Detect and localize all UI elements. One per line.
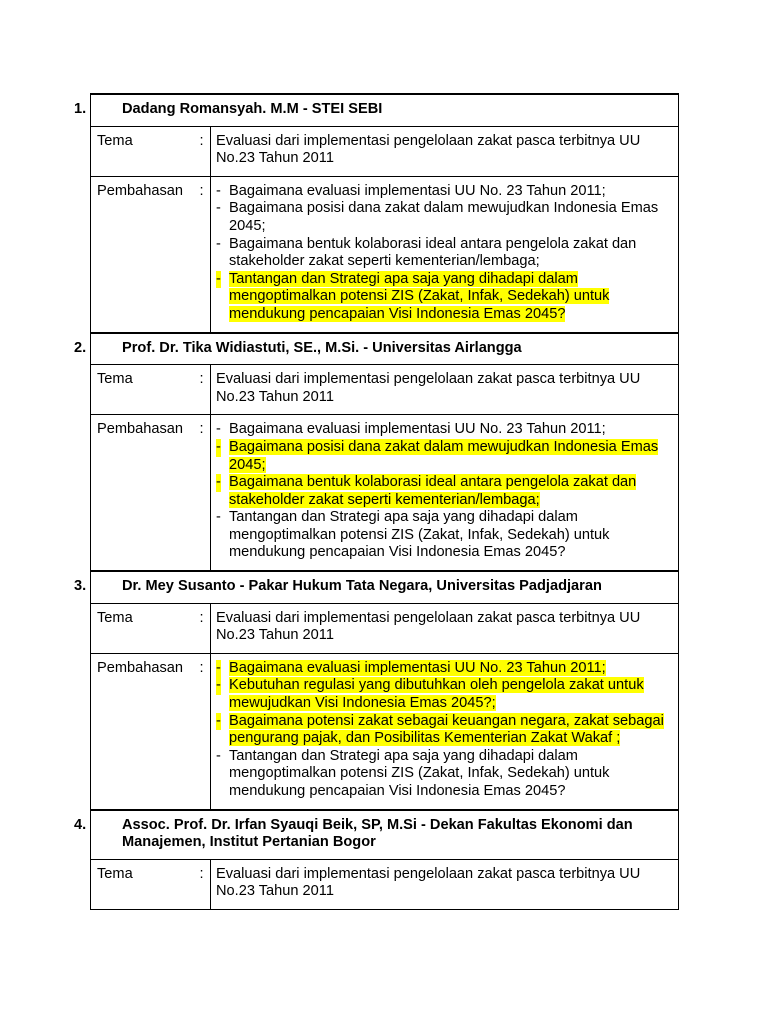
section-heading-row <box>91 94 679 126</box>
colon-mark: : <box>198 859 211 909</box>
section-heading <box>74 571 679 603</box>
list-dash: - <box>216 421 221 438</box>
list-item <box>216 748 672 801</box>
list-item-text: Bagaimana evaluasi implementasi UU No. 23 Tahun 2011; <box>229 421 606 438</box>
colon-mark: : <box>198 415 211 571</box>
heading-number: 1. <box>74 101 87 117</box>
list-dash: - <box>216 747 221 764</box>
tema-text: Evaluasi dari implementasi pengelolaan zakat pasca terbitnya UU No.23 Tahun 2011 <box>211 603 679 653</box>
pembahasan-row <box>91 176 679 332</box>
list-item <box>216 474 672 509</box>
heading-number: 4. <box>74 816 87 833</box>
tema-text: Evaluasi dari implementasi pengelolaan zakat pasca terbitnya UU No.23 Tahun 2011 <box>211 365 679 415</box>
list-item-text: Kebutuhan regulasi yang dibutuhkan oleh pengelola zakat untuk mewujudkan Visi Indonesia Emas 2045?; <box>229 677 644 712</box>
list-item <box>216 660 672 678</box>
list-dash: - <box>216 677 221 694</box>
list-dash: - <box>216 270 221 287</box>
heading-wrap <box>74 339 671 358</box>
heading-text: Dr. Mey Susanto - Pakar Hukum Tata Negara, Universitas Padjadjaran <box>122 578 602 595</box>
speaker-table <box>74 93 679 910</box>
list-item-text: Bagaimana posisi dana zakat dalam mewujudkan Indonesia Emas 2045; <box>229 200 659 234</box>
list-item <box>216 677 672 712</box>
list-item-text: Bagaimana potensi zakat sebagai keuangan negara, zakat sebagai pengurang pajak, dan Posibilitas Kementerian Zakat Wakaf ; <box>229 712 664 747</box>
list-item-text: Bagaimana posisi dana zakat dalam mewujudkan Indonesia Emas 2045; <box>229 438 659 473</box>
tema-text: Evaluasi dari implementasi pengelolaan zakat pasca terbitnya UU No.23 Tahun 2011 <box>211 859 679 909</box>
pembahasan-row <box>91 415 679 571</box>
heading-number: 3. <box>74 578 87 595</box>
tema-row <box>91 603 679 653</box>
list-item-text: Bagaimana bentuk kolaborasi ideal antara pengelola zakat dan stakeholder zakat seperti kementerian/lembaga; <box>229 235 637 270</box>
section-heading-row <box>91 571 679 603</box>
colon-mark: : <box>198 653 211 809</box>
tema-label: Tema <box>91 365 198 415</box>
list-dash: - <box>216 659 221 676</box>
list-item-text: Tantangan dan Strategi apa saja yang dihadapi dalam mengoptimalkan potensi ZIS (Zakat, Infak, Sedekah) untuk mendukung pencapaian Visi Indonesia Emas 2045? <box>229 509 610 561</box>
list-item <box>216 439 672 474</box>
list-item <box>216 713 672 748</box>
section-heading <box>74 333 679 365</box>
pembahasan-label: Pembahasan <box>91 176 198 332</box>
list-item-text: Bagaimana evaluasi implementasi UU No. 23 Tahun 2011; <box>229 659 606 676</box>
list-dash: - <box>216 509 221 526</box>
section-heading <box>74 810 679 860</box>
colon-mark: : <box>198 176 211 332</box>
pembahasan-list <box>211 176 679 332</box>
list-item <box>216 509 672 562</box>
heading-number: 2. <box>74 339 87 356</box>
list-item-text: Bagaimana bentuk kolaborasi ideal antara pengelola zakat dan stakeholder zakat seperti kementerian/lembaga; <box>229 474 637 508</box>
pembahasan-label: Pembahasan <box>91 415 198 571</box>
list-item <box>216 271 672 324</box>
tema-row <box>91 126 679 176</box>
heading-wrap <box>74 101 671 119</box>
tema-label: Tema <box>91 859 198 909</box>
colon-mark: : <box>198 365 211 415</box>
pembahasan-row <box>91 653 679 809</box>
heading-wrap <box>74 578 671 596</box>
section-heading-row <box>91 810 679 860</box>
list-item <box>216 236 672 271</box>
list-item-text: Bagaimana evaluasi implementasi UU No. 23 Tahun 2011; <box>229 182 606 199</box>
heading-text: Dadang Romansyah. M.M - STEI SEBI <box>122 101 383 117</box>
speaker-table-body <box>74 94 679 909</box>
tema-text: Evaluasi dari implementasi pengelolaan zakat pasca terbitnya UU No.23 Tahun 2011 <box>211 126 679 176</box>
section-heading <box>74 94 679 126</box>
tema-row <box>91 859 679 909</box>
heading-text: Prof. Dr. Tika Widiastuti, SE., M.Si. - Universitas Airlangga <box>122 339 522 356</box>
list-dash: - <box>216 438 221 455</box>
list-dash: - <box>216 200 221 217</box>
colon-mark: : <box>198 603 211 653</box>
list-dash: - <box>216 474 221 491</box>
tema-row <box>91 365 679 415</box>
heading-wrap <box>74 816 671 852</box>
list-item-text: Tantangan dan Strategi apa saja yang dihadapi dalam mengoptimalkan potensi ZIS (Zakat, Infak, Sedekah) untuk mendukung pencapaian Visi Indonesia Emas 2045? <box>229 747 610 799</box>
list-item-text: Tantangan dan Strategi apa saja yang dihadapi dalam mengoptimalkan potensi ZIS (Zakat, Infak, Sedekah) untuk mendukung pencapaian Visi Indonesia Emas 2045? <box>229 270 610 322</box>
list-item <box>216 183 672 201</box>
tema-label: Tema <box>91 603 198 653</box>
pembahasan-list <box>211 415 679 571</box>
tema-label: Tema <box>91 126 198 176</box>
list-dash: - <box>216 712 221 729</box>
colon-mark: : <box>198 126 211 176</box>
list-item <box>216 421 672 439</box>
list-dash: - <box>216 235 221 252</box>
list-dash: - <box>216 182 221 199</box>
list-item <box>216 200 672 235</box>
pembahasan-list <box>211 653 679 809</box>
section-heading-row <box>91 333 679 365</box>
heading-text: Assoc. Prof. Dr. Irfan Syauqi Beik, SP, M.Si - Dekan Fakultas Ekonomi dan Manajemen, Institut Pertanian Bogor <box>122 816 633 851</box>
pembahasan-label: Pembahasan <box>91 653 198 809</box>
